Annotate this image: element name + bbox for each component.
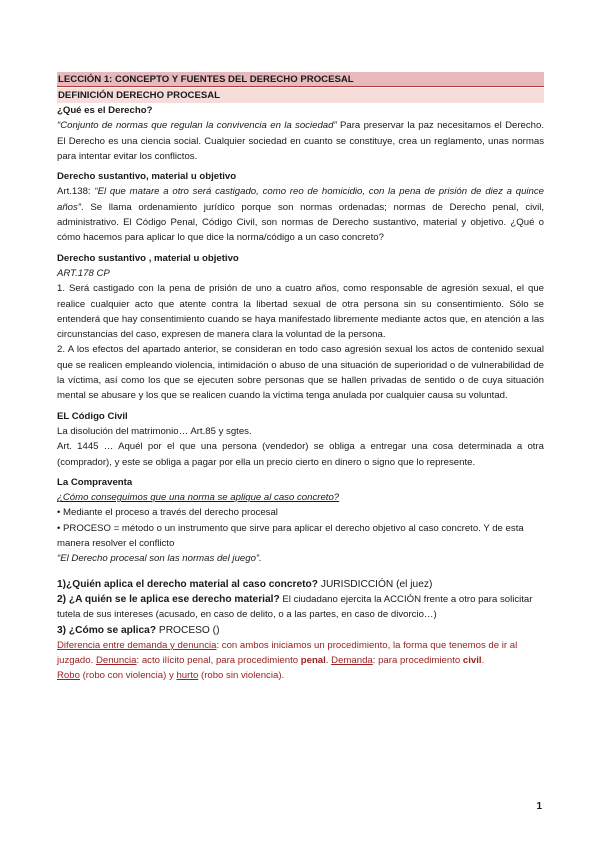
- section-title: Derecho sustantivo , material u objetivo: [57, 252, 239, 264]
- paragraph: Art. 1445 … Aquél por el que una persona (vendedor) se obliga a entregar una cosa determinada a otra (comprador), y este se obliga a pagar por ella un precio cierto en dinero o signo que lo represente.: [57, 441, 544, 468]
- paragraph: 2. A los efectos del apartado anterior, se consideran en todo caso agresión sexual los actos de contenido sexual que se realicen empleando violencia, intimidación o abuso de una situación de superioridad o de vulnerabilidad de la víctima, así como los que se ejecuten sobre personas que se hallen privadas de sentido o de cuya situación mental se abusare y los que se realicen cuando la víctima tenga anulada por cualquier causa su voluntad.: [57, 344, 544, 402]
- robo-hurto-line: [57, 668, 544, 683]
- paragraph: 1. Será castigado con la pena de prisión de uno a cuatro años, como responsable de agresión sexual, el que realice cualquier acto que atente contra la libertad sexual de otra persona sin su consentimiento. Sólo se entenderá que hay consentimiento cuando se haya manifestado libremente mediante actos que, en atención a las circunstancias del caso, expresen de manera clara la voluntad de la persona.: [57, 283, 544, 341]
- section-title: EL Código Civil: [57, 410, 128, 422]
- text: Para preservar la paz necesitamos el Derecho. El Derecho es una ciencia social. Cualquier sociedad en cuanto se constituye, crea un reglamento, unas normas para intentar evitar los conflictos.: [57, 120, 544, 162]
- quote: “Conjunto de normas que regulan la convivencia en la sociedad”: [57, 120, 337, 132]
- question: ¿Cómo conseguimos que una norma se aplique al caso concreto?: [57, 492, 340, 504]
- term: ACCIÓN: [383, 593, 422, 605]
- section-title: La Compraventa: [57, 476, 133, 488]
- answer: El ciudadano ejercita la: [279, 593, 384, 605]
- lesson-heading: LECCIÓN 1: CONCEPTO Y FUENTES DEL DERECHO PROCESAL: [57, 72, 544, 87]
- answer: PROCESO (): [156, 624, 220, 636]
- answer: frente a otro para solicitar tutela de sus intereses: [57, 593, 533, 621]
- quote: “El Derecho procesal son las normas del juego”.: [57, 553, 262, 565]
- text: : para procedimiento: [372, 655, 463, 667]
- text: Art.138:: [57, 186, 95, 198]
- difference-paragraph: Diferencia entre demanda y denuncia: con ambos iniciamos un procedimiento, la forma que tenemos de ir al juzgado. Denuncia: acto ilícito penal, para procedimiento penal. Demanda: para procedimiento civil.: [57, 639, 518, 667]
- article-reference: ART.178 CP: [57, 267, 110, 279]
- text: . Se llama ordenamiento jurídico porque son normas ordenadas; normas de Derecho penal, civil, administrativo. El Código Penal, Código Civil, son normas de Derecho sustantivo, material y objetivo. ¿Qué o cómo hacemos para aplicar lo que dice la norma/código a un caso concreto?: [57, 201, 544, 244]
- question-2: [57, 592, 544, 623]
- answer-note: (acusado, en caso de delito, o a las partes, en caso de divorcio…): [155, 609, 437, 621]
- page-number: 1: [536, 801, 542, 812]
- document-page: [57, 72, 544, 684]
- answer: JURISDICCIÓN (el juez): [318, 578, 433, 590]
- section-title: Derecho sustantivo, material u objetivo: [57, 171, 237, 183]
- term: Robo: [57, 670, 80, 682]
- bullet-item: • Mediante el proceso a través del derecho procesal: [57, 507, 278, 519]
- term: Demanda: [331, 655, 373, 667]
- bullet-item: • PROCESO = método o un instrumento que sirve para aplicar el derecho objetivo al caso concreto. Y de esta manera resolver el conflicto: [57, 522, 524, 550]
- question-3: [57, 623, 544, 638]
- paragraph: La disolución del matrimonio… Art.85 y sgtes.: [57, 425, 252, 437]
- question-label: 2) ¿A quién se le aplica ese derecho material?: [57, 593, 280, 605]
- text: (robo con violencia) y: [79, 670, 177, 682]
- text: (robo sin violencia).: [198, 670, 285, 682]
- term: Diferencia entre demanda y denuncia: [57, 639, 217, 651]
- paragraph: [57, 118, 544, 164]
- definition-heading: DEFINICIÓN DERECHO PROCESAL: [57, 88, 544, 103]
- question-1: [57, 577, 544, 592]
- question-label: 1)¿Quién aplica el derecho material al caso concreto?: [57, 578, 319, 590]
- text: : acto ilícito penal, para procedimiento: [136, 655, 301, 667]
- paragraph: [57, 184, 544, 245]
- text: : con ambos iniciamos un procedimiento, la forma que tenemos de ir al juzgado.: [57, 639, 518, 667]
- section-title: ¿Qué es el Derecho?: [57, 105, 153, 116]
- term: hurto: [176, 670, 199, 682]
- quote: “El que matare a otro será castigado, como reo de homicidio, con la pena de prisión de diez a quince años”: [57, 186, 545, 213]
- term: penal: [300, 655, 326, 667]
- term: Denuncia: [95, 655, 137, 667]
- term: civil: [462, 655, 482, 667]
- question-label: 3) ¿Cómo se aplica?: [57, 624, 157, 636]
